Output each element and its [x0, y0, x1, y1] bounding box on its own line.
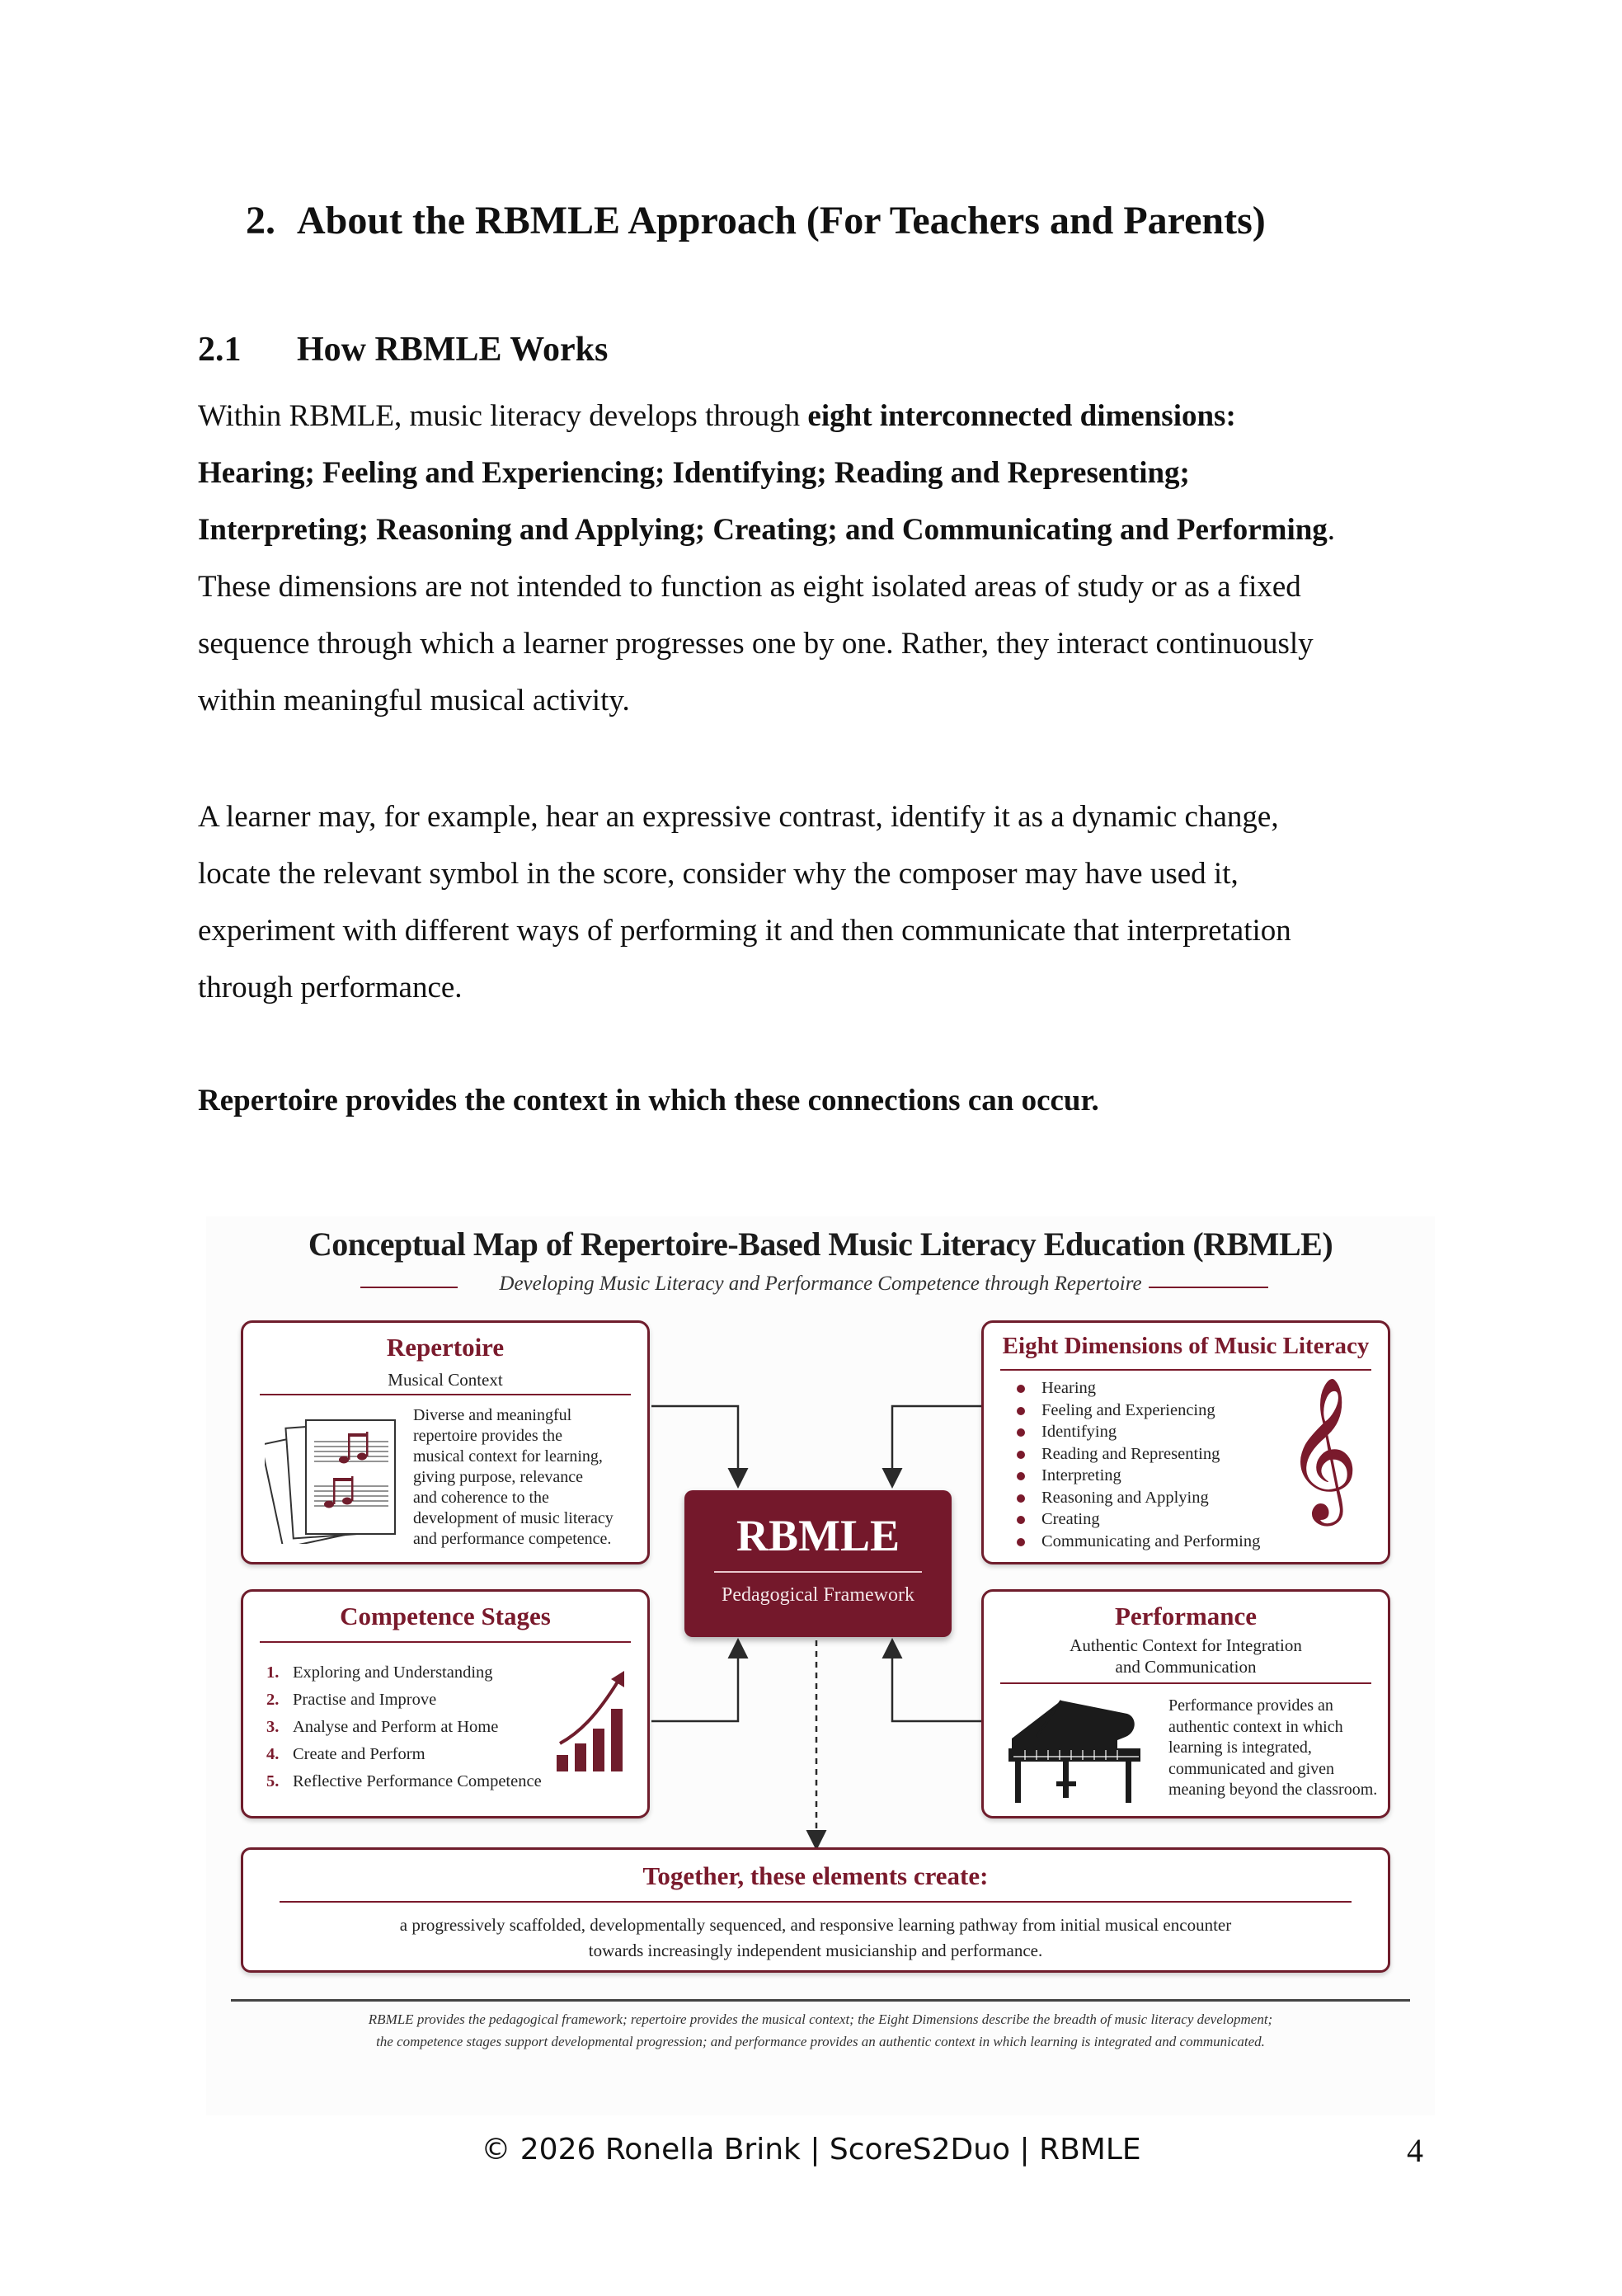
- growth-chart-icon: [553, 1668, 632, 1780]
- caption-divider: [231, 1999, 1410, 2002]
- stages-list: [266, 1659, 542, 1795]
- list-item: 5. Reflective Performance Competence: [266, 1772, 542, 1790]
- subsection-title: How RBMLE Works: [297, 331, 609, 369]
- list-item: Identifying: [1015, 1421, 1260, 1443]
- para1-bold-list: Hearing; Feeling and Experiencing; Identifying; Reading and Representing;: [198, 456, 1190, 490]
- para1-bold: eight interconnected dimensions:: [807, 399, 1236, 433]
- conceptual-map-figure: [206, 1216, 1435, 2115]
- para2-line: experiment with different ways of performing it and then communicate that interpretation: [198, 914, 1291, 948]
- grand-piano-icon: [1004, 1696, 1144, 1808]
- section-number: 2.: [246, 199, 275, 242]
- competence-stages-card: [241, 1589, 650, 1818]
- list-item: Interpreting: [1015, 1465, 1260, 1487]
- list-item: 2. Practise and Improve: [266, 1691, 437, 1709]
- arrow-stages-to-rbmle: [651, 1642, 738, 1721]
- figure-subtitle: Developing Music Literacy and Performance Competence through Repertoire: [499, 1273, 1142, 1295]
- dimensions-list: [1015, 1377, 1260, 1552]
- list-item: Reading and Representing: [1015, 1443, 1260, 1466]
- arrow-dimensions-to-rbmle: [892, 1406, 983, 1484]
- arrow-repertoire-to-rbmle: [651, 1406, 738, 1484]
- rbmle-subtitle: Pedagogical Framework: [722, 1584, 914, 1606]
- performance-rule: [1000, 1682, 1371, 1684]
- list-item: Communicating and Performing: [1015, 1531, 1260, 1553]
- performance-subtitle: Authentic Context for Integration and Communication: [1070, 1635, 1302, 1677]
- repertoire-text: Diverse and meaningful repertoire provides the musical context for learning, giving purpose, relevance and coherence to the development of music literacy and performance competence.: [413, 1406, 614, 1548]
- list-item: 1. Exploring and Understanding: [266, 1663, 493, 1682]
- repertoire-card: [241, 1320, 650, 1564]
- figure-caption: RBMLE provides the pedagogical framework; repertoire provides the musical context; the Eight Dimensions describe the breadth of music literacy development; the competence stages support developmental progression; and performance provides an authentic context in which learning is integrated and communicated.: [368, 2011, 1273, 2049]
- list-item: Reasoning and Applying: [1015, 1487, 1260, 1509]
- repertoire-title: Repertoire: [386, 1333, 505, 1362]
- together-text: a progressively scaffolded, developmentally sequenced, and responsive learning pathway from initial musical encounter towards increasingly independent musicianship and performance.: [399, 1915, 1232, 1960]
- section-title: About the RBMLE Approach (For Teachers and Parents): [297, 199, 1266, 242]
- dimensions-rule: [1000, 1369, 1371, 1371]
- footer-copyright: © 2026 Ronella Brink | ScoreS2Duo | RBMLE: [481, 2133, 1141, 2167]
- paragraph-2: [198, 788, 1451, 1016]
- list-item: Feeling and Experiencing: [1015, 1400, 1260, 1422]
- repertoire-subtitle: Musical Context: [388, 1370, 503, 1390]
- para1-line: within meaningful musical activity.: [198, 684, 630, 718]
- para1-period: .: [1327, 513, 1336, 547]
- subsection-number: 2.1: [198, 331, 242, 369]
- dimensions-title: Eight Dimensions of Music Literacy: [1002, 1333, 1370, 1359]
- para2-line: through performance.: [198, 971, 463, 1004]
- list-item: Creating: [1015, 1508, 1260, 1531]
- performance-text: Performance provides an authentic context in which learning is integrated, communicated and given meaning beyond the classroom.: [1168, 1696, 1378, 1799]
- treble-clef-icon: 𝄞: [1286, 1376, 1359, 1520]
- list-item: 3. Analyse and Perform at Home: [266, 1718, 499, 1736]
- figure-title: Conceptual Map of Repertoire-Based Music Literacy Education (RBMLE): [308, 1226, 1333, 1263]
- para2-line: A learner may, for example, hear an expressive contrast, identify it as a dynamic change,: [198, 800, 1279, 834]
- section-heading: [246, 198, 1266, 243]
- para1-line: sequence through which a learner progresses one by one. Rather, they interact continuously: [198, 627, 1314, 661]
- para1-bold-list-end: Interpreting; Reasoning and Applying; Creating; and Communicating and Performing: [198, 513, 1328, 547]
- sheet-music-icon: [265, 1412, 405, 1544]
- rbmle-title: RBMLE: [736, 1511, 900, 1560]
- stages-title: Competence Stages: [340, 1602, 551, 1630]
- paragraph-3: [198, 1072, 1451, 1129]
- repertoire-rule: [260, 1394, 631, 1395]
- paragraph-1: [198, 388, 1451, 729]
- together-title: Together, these elements create:: [642, 1861, 989, 1890]
- together-card: [241, 1847, 1390, 1973]
- arrow-performance-to-rbmle: [892, 1642, 983, 1721]
- page-number: 4: [1407, 2132, 1423, 2169]
- rbmle-rule: [714, 1571, 922, 1573]
- subsection-heading: [198, 330, 608, 369]
- list-item: 4. Create and Perform: [266, 1745, 425, 1763]
- together-rule: [280, 1901, 1352, 1903]
- para2-line: locate the relevant symbol in the score, consider why the composer may have used it,: [198, 857, 1239, 891]
- performance-card: [981, 1589, 1390, 1818]
- para1-line: These dimensions are not intended to function as eight isolated areas of study or as a fixed: [198, 570, 1301, 604]
- performance-title: Performance: [1114, 1602, 1258, 1630]
- para1-text: Within RBMLE, music literacy develops through: [198, 399, 808, 433]
- list-item: Hearing: [1015, 1377, 1260, 1400]
- stages-rule: [260, 1641, 631, 1643]
- dimensions-card: [981, 1320, 1390, 1564]
- rbmle-center-box: [684, 1490, 952, 1637]
- para3-bold: Repertoire provides the context in which these connections can occur.: [198, 1084, 1099, 1117]
